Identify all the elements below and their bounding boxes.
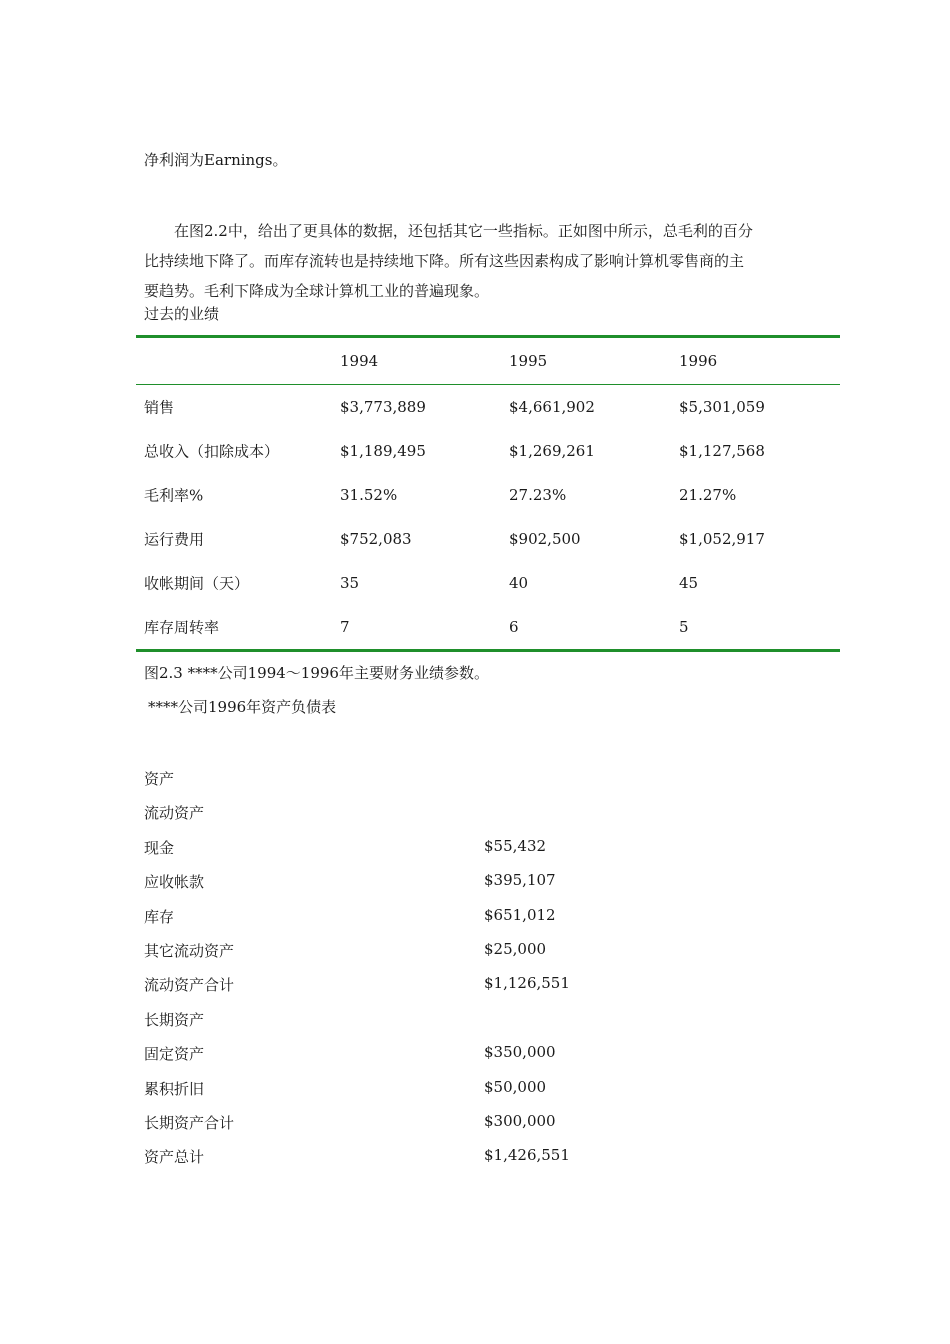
- item-label: 库存: [144, 907, 175, 926]
- list-item: [144, 1037, 744, 1071]
- row-label: 收帐期间（天）: [144, 574, 250, 593]
- item-value: $55,432: [484, 836, 547, 855]
- item-value: $651,012: [484, 905, 556, 924]
- item-label: 现金: [144, 838, 175, 857]
- balance-sheet: [144, 762, 744, 1175]
- table-row: [136, 385, 840, 429]
- body-paragraph: [144, 216, 810, 306]
- list-item: [144, 796, 744, 830]
- item-value: $1,126,551: [484, 974, 570, 993]
- item-label: 流动资产合计: [144, 976, 235, 995]
- item-label: 长期资产合计: [144, 1113, 235, 1132]
- table-row: [136, 605, 840, 649]
- table-title: 过去的业绩: [144, 305, 220, 323]
- balance-sheet-title: ****公司1996年资产负债表: [148, 698, 337, 716]
- item-label: 其它流动资产: [144, 941, 235, 960]
- header-cell: 1994: [340, 352, 379, 370]
- item-label: 累积折旧: [144, 1079, 205, 1098]
- item-label: 流动资产: [144, 804, 205, 823]
- table-cell: 35: [340, 574, 360, 592]
- list-item: [144, 934, 744, 968]
- table-cell: 5: [679, 618, 689, 636]
- table-cell: $3,773,889: [340, 398, 426, 416]
- header-cell: 1996: [679, 352, 718, 370]
- list-item: [144, 831, 744, 865]
- table-cell: 21.27%: [679, 486, 737, 504]
- paragraph-line: 在图2.2中，给出了更具体的数据，还包括其它一些指标。正如图中所示，总毛利的百分: [174, 222, 753, 240]
- table-row: [136, 429, 840, 473]
- list-item: [144, 1106, 744, 1140]
- paragraph-line: 要趋势。毛利下降成为全球计算机工业的普遍现象。: [144, 282, 490, 300]
- table-row: [136, 517, 840, 561]
- item-value: $50,000: [484, 1077, 547, 1096]
- list-item: [144, 1072, 744, 1106]
- table-cell: 31.52%: [340, 486, 398, 504]
- table-cell: $752,083: [340, 530, 412, 548]
- item-value: $1,426,551: [484, 1146, 570, 1165]
- list-item: [144, 1140, 744, 1174]
- table-row: [136, 473, 840, 517]
- table-cell: 45: [679, 574, 699, 592]
- table-cell: 6: [509, 618, 519, 636]
- table-cell: 7: [340, 618, 350, 636]
- table-cell: $5,301,059: [679, 398, 765, 416]
- list-item: [144, 865, 744, 899]
- table-row: [136, 561, 840, 605]
- item-value: $25,000: [484, 939, 547, 958]
- list-item: [144, 968, 744, 1002]
- paragraph-line: 比持续地下降了。而库存流转也是持续地下降。所有这些因素构成了影响计算机零售商的主: [144, 252, 745, 270]
- performance-table: [136, 335, 840, 652]
- table-header-row: [136, 338, 840, 385]
- table-cell: $1,052,917: [679, 530, 765, 548]
- list-item: [144, 1003, 744, 1037]
- table-cell: 40: [509, 574, 529, 592]
- table-cell: $1,269,261: [509, 442, 595, 460]
- intro-line: 净利润为Earnings。: [144, 151, 288, 169]
- item-label: 固定资产: [144, 1045, 205, 1064]
- table-cell: 27.23%: [509, 486, 567, 504]
- table-cell: $1,127,568: [679, 442, 765, 460]
- item-value: $350,000: [484, 1043, 556, 1062]
- table-cell: $902,500: [509, 530, 581, 548]
- item-label: 资产: [144, 770, 175, 788]
- item-label: 长期资产: [144, 1010, 205, 1029]
- figure-caption: 图2.3 ****公司1994～1996年主要财务业绩参数。: [144, 664, 489, 682]
- row-label: 毛利率%: [144, 486, 204, 505]
- row-label: 销售: [144, 398, 175, 417]
- item-label: 应收帐款: [144, 873, 205, 892]
- table-cell: $1,189,495: [340, 442, 426, 460]
- row-label: 运行费用: [144, 530, 205, 549]
- list-item: [144, 762, 744, 796]
- list-item: [144, 900, 744, 934]
- row-label: 总收入（扣除成本）: [144, 442, 280, 461]
- item-value: $300,000: [484, 1111, 556, 1130]
- header-cell: 1995: [509, 352, 548, 370]
- table-cell: $4,661,902: [509, 398, 595, 416]
- item-value: $395,107: [484, 871, 556, 890]
- item-label: 资产总计: [144, 1148, 205, 1167]
- row-label: 库存周转率: [144, 618, 220, 637]
